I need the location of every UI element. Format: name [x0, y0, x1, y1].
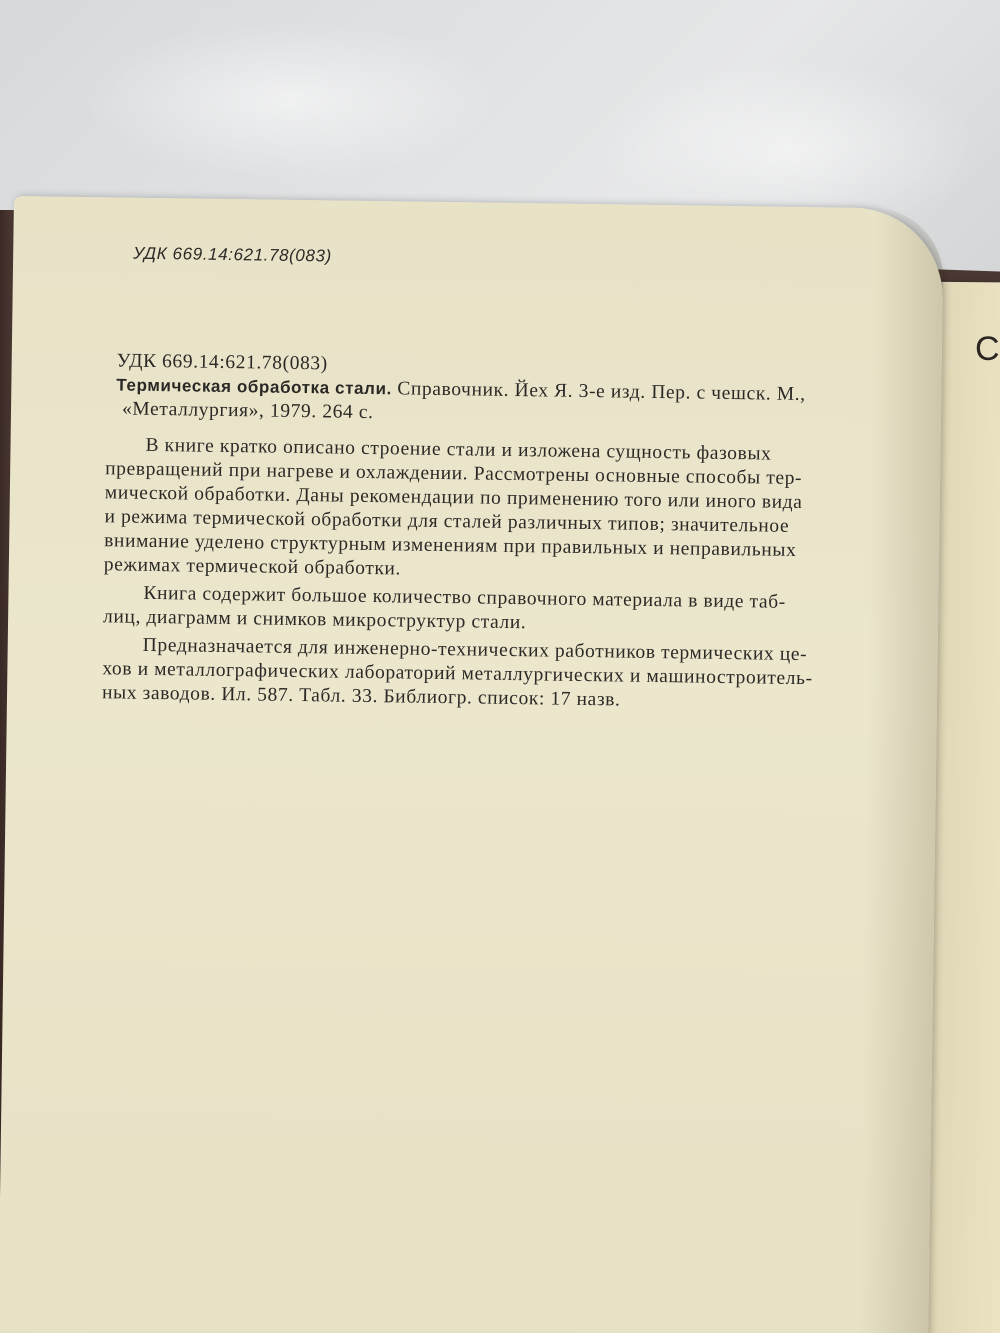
paragraph-line: режимах термической обработки.	[103, 554, 402, 580]
paragraph-line: Книга содержит большое количество справочного материала в виде таб-	[143, 582, 786, 613]
back-page-letter: C	[975, 330, 1000, 368]
catalog-card	[116, 349, 806, 431]
card-publisher: «Металлургия», 1979. 264 с.	[121, 398, 374, 424]
paragraph-line: ных заводов. Ил. 587. Табл. 33. Библиогр. список: 17 назв.	[101, 682, 621, 711]
cloth-highlight	[80, 20, 500, 180]
paragraph-line: хов и металлографических лабораторий металлургических и машиностроитель-	[102, 658, 813, 690]
book-page	[0, 196, 944, 1333]
paragraph-line: Предназначается для инженерно-технических работников термических це-	[142, 634, 808, 666]
card-title: Термическая обработка стали.	[116, 375, 393, 399]
paragraph-line: внимание уделено структурным изменениям при правильных и неправильных	[104, 530, 797, 561]
paragraph-line: превращений при нагреве и охлаждении. Рассмотрены основные способы тер-	[105, 458, 803, 490]
paragraph-audience	[102, 633, 813, 715]
paragraph-line: и режима термической обработки для сталей различных типов; значительное	[104, 506, 790, 537]
paragraph-line: В книге кратко описано строение стали и изложена сущность фазовых	[145, 434, 772, 465]
paragraph-contents	[103, 581, 786, 639]
card-udk: УДК 669.14:621.78(083)	[116, 350, 328, 375]
card-title-rest: Справочник. Йех Я. 3-е изд. Пер. с чешск. М.,	[391, 378, 806, 406]
udk-header: УДК 669.14:621.78(083)	[133, 243, 332, 266]
paragraph-line: лиц, диаграмм и снимков микроструктур стали.	[102, 606, 527, 634]
paragraph-description	[104, 433, 804, 587]
paragraph-line: мической обработки. Даны рекомендации по применению того или иного вида	[104, 482, 803, 514]
